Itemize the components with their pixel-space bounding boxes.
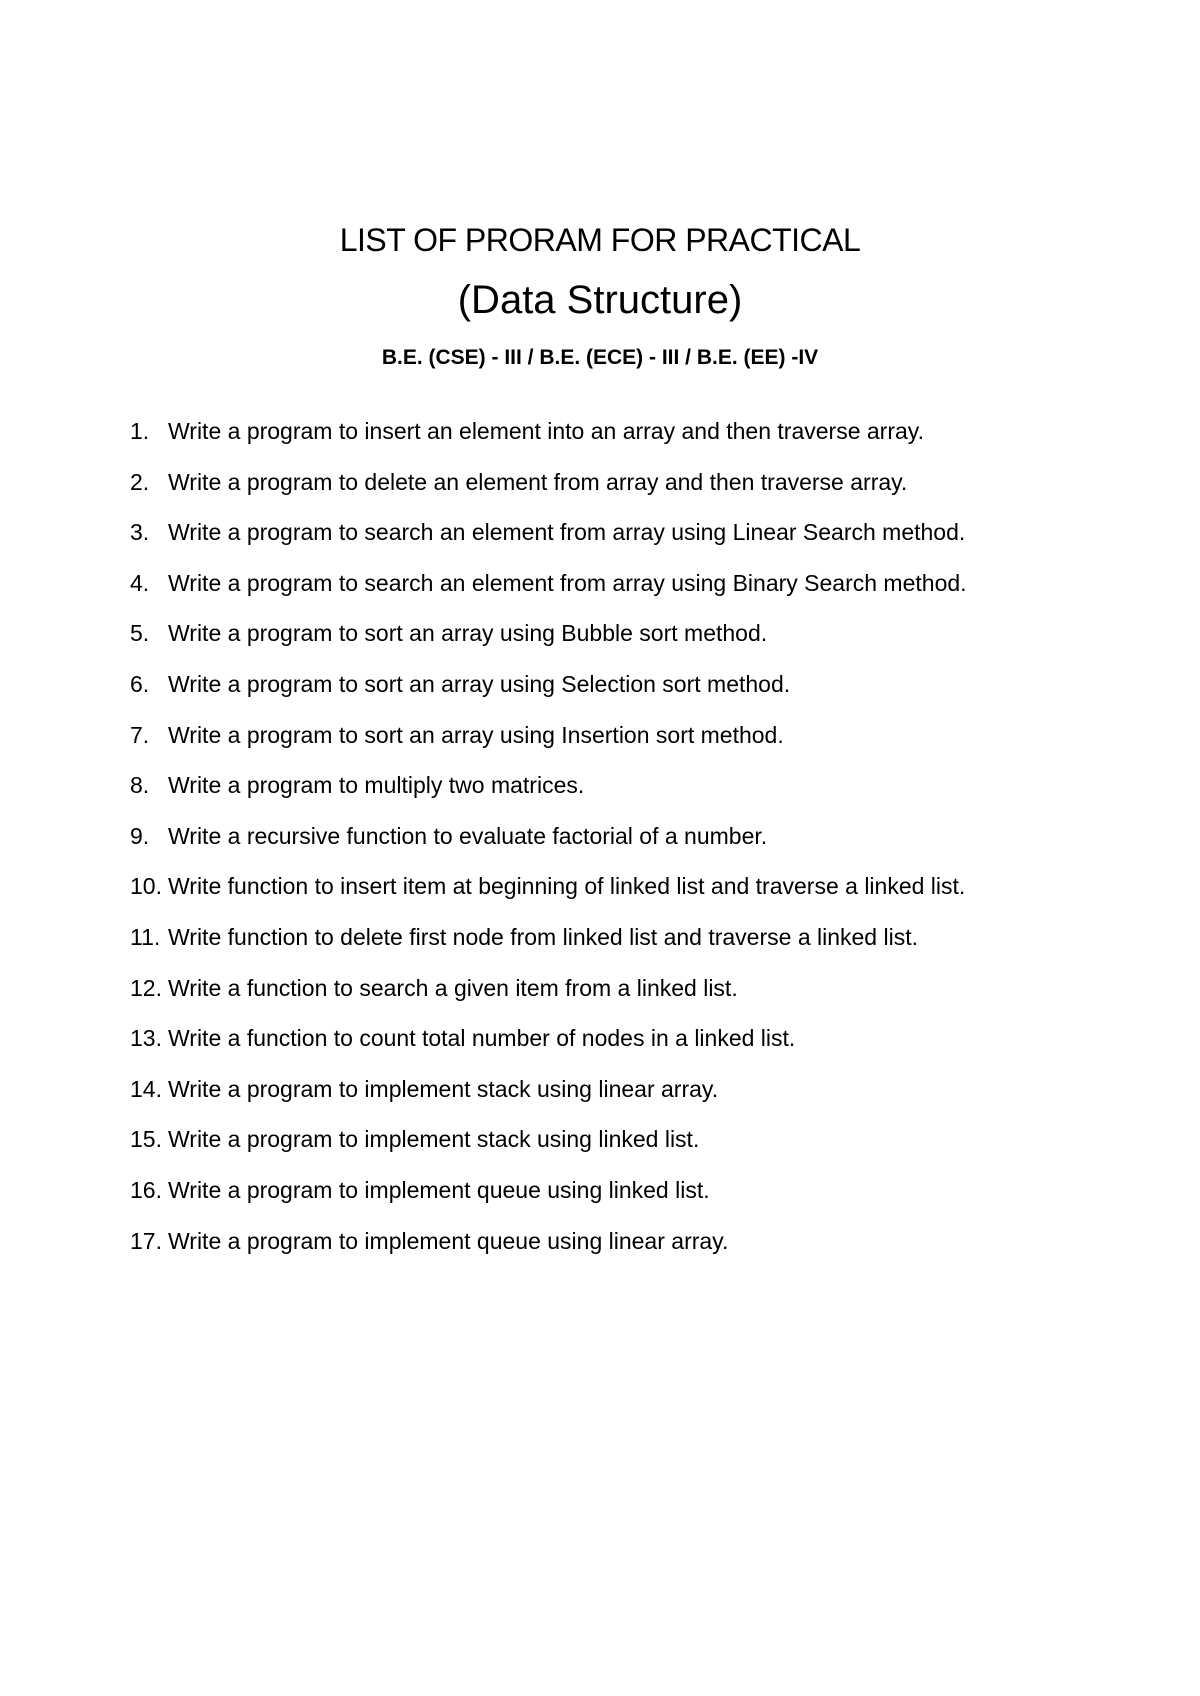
list-item bbox=[130, 669, 1130, 720]
list-item bbox=[130, 1175, 1130, 1226]
list-item bbox=[130, 1226, 1130, 1277]
list-item bbox=[130, 770, 1130, 821]
item-text: Write a function to count total number of nodes in a linked list. bbox=[168, 1025, 796, 1052]
item-text: Write a program to multiply two matrices. bbox=[168, 772, 585, 799]
item-number: 4. bbox=[130, 569, 150, 596]
list-item bbox=[130, 973, 1130, 1024]
list-item bbox=[130, 467, 1130, 518]
item-text: Write a program to sort an array using Selection sort method. bbox=[168, 670, 791, 697]
item-number: 1. bbox=[130, 418, 150, 444]
item-number: 2. bbox=[130, 468, 150, 495]
item-text: Write a program to implement stack using linked list. bbox=[168, 1126, 700, 1153]
list-item bbox=[130, 720, 1130, 771]
list-item bbox=[130, 568, 1130, 619]
list-item bbox=[130, 1074, 1130, 1125]
item-text: Write a program to implement queue using linked list. bbox=[168, 1176, 710, 1203]
item-number: 16. bbox=[130, 1176, 162, 1203]
item-number: 10. bbox=[130, 873, 162, 900]
item-text: Write a program to implement stack using linear array. bbox=[168, 1075, 719, 1102]
item-text: Write a program to sort an array using Bubble sort method. bbox=[168, 620, 768, 647]
list-item bbox=[130, 517, 1130, 568]
document-title: LIST OF PRORAM FOR PRACTICAL bbox=[339, 222, 861, 258]
item-number: 15. bbox=[130, 1126, 162, 1153]
item-number: 17. bbox=[130, 1227, 162, 1254]
item-number: 11. bbox=[130, 923, 161, 950]
item-number: 3. bbox=[130, 519, 150, 546]
list-item bbox=[130, 922, 1130, 973]
item-number: 14. bbox=[130, 1075, 162, 1102]
item-text: Write a recursive function to evaluate factorial of a number. bbox=[168, 822, 768, 849]
item-text: Write a program to delete an element from array and then traverse array. bbox=[168, 468, 908, 495]
list-item bbox=[130, 1023, 1130, 1074]
item-text: Write a program to sort an array using Insertion sort method. bbox=[168, 721, 784, 748]
item-text: Write function to insert item at beginning of linked list and traverse a linked list. bbox=[168, 873, 966, 900]
document-classes: B.E. (CSE) - III / B.E. (ECE) - III / B.E. (EE) -IV bbox=[381, 346, 819, 369]
item-text: Write a program to search an element from array using Binary Search method. bbox=[168, 569, 967, 596]
list-item bbox=[130, 1124, 1130, 1175]
list-item bbox=[130, 821, 1130, 872]
item-number: 7. bbox=[130, 721, 150, 748]
item-text: Write a program to search an element from array using Linear Search method. bbox=[168, 519, 966, 546]
list-item bbox=[130, 416, 1130, 467]
item-number: 8. bbox=[130, 772, 150, 799]
item-number: 13. bbox=[130, 1025, 162, 1052]
item-text: Write a function to search a given item from a linked list. bbox=[168, 974, 738, 1001]
item-text: Write a program to insert an element into an array and then traverse array. bbox=[168, 418, 924, 444]
document-subject: (Data Structure) bbox=[457, 278, 743, 322]
item-text: Write function to delete first node from linked list and traverse a linked list. bbox=[168, 923, 918, 950]
item-number: 6. bbox=[130, 670, 150, 697]
item-text: Write a program to implement queue using linear array. bbox=[168, 1227, 729, 1254]
item-number: 9. bbox=[130, 822, 150, 849]
program-list bbox=[130, 416, 1130, 1276]
item-number: 5. bbox=[130, 620, 150, 647]
list-item bbox=[130, 871, 1130, 922]
list-item bbox=[130, 618, 1130, 669]
item-number: 12. bbox=[130, 974, 162, 1001]
